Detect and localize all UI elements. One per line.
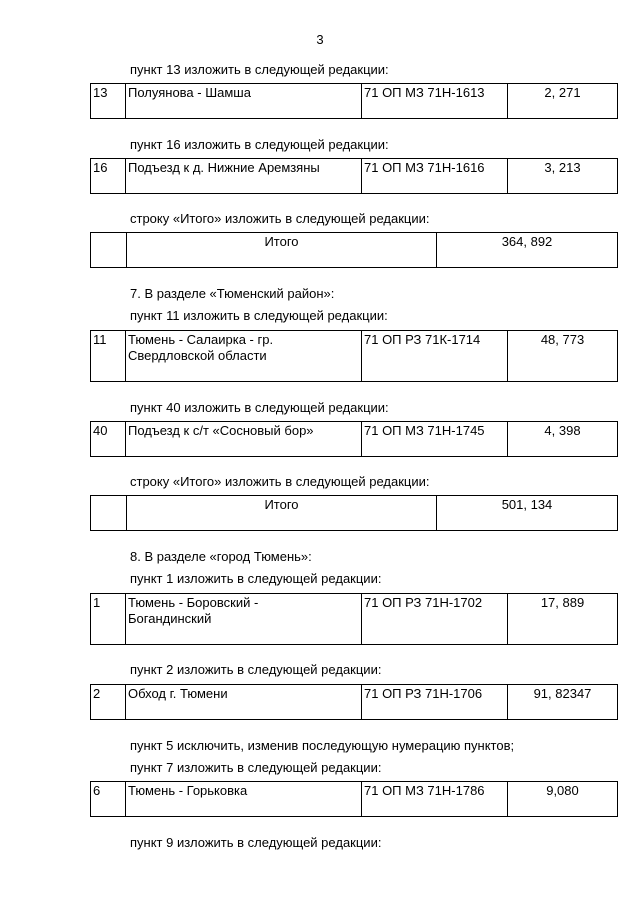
paragraph-point-5-excluded: пункт 5 исключить, изменив последующую нумерацию пунктов; <box>130 738 515 753</box>
cell-length: 91, 82347 <box>508 685 618 720</box>
paragraph-point-7: пункт 7 изложить в следующей редакции: <box>130 760 382 775</box>
total-row-2 <box>90 495 618 531</box>
paragraph-total-2: строку «Итого» изложить в следующей редакции: <box>130 474 430 489</box>
paragraph-point-9: пункт 9 изложить в следующей редакции: <box>130 835 382 850</box>
paragraph-point-2: пункт 2 изложить в следующей редакции: <box>130 662 382 677</box>
table-row-2 <box>90 684 618 720</box>
cell-number: 11 <box>91 331 126 382</box>
cell-length: 2, 271 <box>508 84 618 119</box>
cell-number: 2 <box>91 685 126 720</box>
table-row-11 <box>90 330 618 382</box>
cell-length: 48, 773 <box>508 331 618 382</box>
cell-road-code: 71 ОП МЗ 71Н-1786 <box>362 782 508 817</box>
cell-road-name: Подъезд к д. Нижние Аремзяны <box>126 159 362 194</box>
road-name-line-1: Тюмень - Боровский - <box>128 595 259 610</box>
cell-length: 3, 213 <box>508 159 618 194</box>
cell-road-code: 71 ОП МЗ 71Н-1616 <box>362 159 508 194</box>
cell-length: 4, 398 <box>508 422 618 457</box>
cell-empty <box>91 233 127 268</box>
cell-length: 9,080 <box>508 782 618 817</box>
cell-total-label: Итого <box>127 233 437 268</box>
road-name-line-1: Тюмень - Салаирка - гр. <box>128 332 274 347</box>
cell-road-name <box>126 594 362 645</box>
cell-road-name: Полуянова - Шамша <box>126 84 362 119</box>
cell-road-code: 71 ОП МЗ 71Н-1613 <box>362 84 508 119</box>
table-row-6 <box>90 781 618 817</box>
section-heading-tyumen-city: 8. В разделе «город Тюмень»: <box>130 549 312 564</box>
table-row-1 <box>90 593 618 645</box>
cell-total-value: 364, 892 <box>437 233 618 268</box>
cell-road-name <box>126 331 362 382</box>
table-row-13 <box>90 83 618 119</box>
cell-number: 16 <box>91 159 126 194</box>
road-name-line-2: Свердловской области <box>128 348 267 363</box>
cell-road-code: 71 ОП РЗ 71Н-1702 <box>362 594 508 645</box>
cell-empty <box>91 496 127 531</box>
paragraph-point-16: пункт 16 изложить в следующей редакции: <box>130 137 389 152</box>
cell-road-code: 71 ОП РЗ 71К-1714 <box>362 331 508 382</box>
section-heading-tyumen-district: 7. В разделе «Тюменский район»: <box>130 286 335 301</box>
cell-road-code: 71 ОП МЗ 71Н-1745 <box>362 422 508 457</box>
table-row-16 <box>90 158 618 194</box>
page-number: 3 <box>316 32 324 47</box>
cell-number: 6 <box>91 782 126 817</box>
paragraph-point-11: пункт 11 изложить в следующей редакции: <box>130 308 388 323</box>
cell-total-label: Итого <box>127 496 437 531</box>
cell-road-code: 71 ОП РЗ 71Н-1706 <box>362 685 508 720</box>
road-name-line-2: Богандинский <box>128 611 212 626</box>
paragraph-point-13: пункт 13 изложить в следующей редакции: <box>130 62 389 77</box>
cell-total-value: 501, 134 <box>437 496 618 531</box>
paragraph-point-1: пункт 1 изложить в следующей редакции: <box>130 571 382 586</box>
table-row-40 <box>90 421 618 457</box>
paragraph-total-1: строку «Итого» изложить в следующей редакции: <box>130 211 430 226</box>
total-row-1 <box>90 232 618 268</box>
cell-road-name: Подъезд к с/т «Сосновый бор» <box>126 422 362 457</box>
cell-number: 1 <box>91 594 126 645</box>
cell-number: 13 <box>91 84 126 119</box>
paragraph-point-40: пункт 40 изложить в следующей редакции: <box>130 400 389 415</box>
cell-road-name: Обход г. Тюмени <box>126 685 362 720</box>
cell-length: 17, 889 <box>508 594 618 645</box>
cell-road-name: Тюмень - Горьковка <box>126 782 362 817</box>
cell-number: 40 <box>91 422 126 457</box>
